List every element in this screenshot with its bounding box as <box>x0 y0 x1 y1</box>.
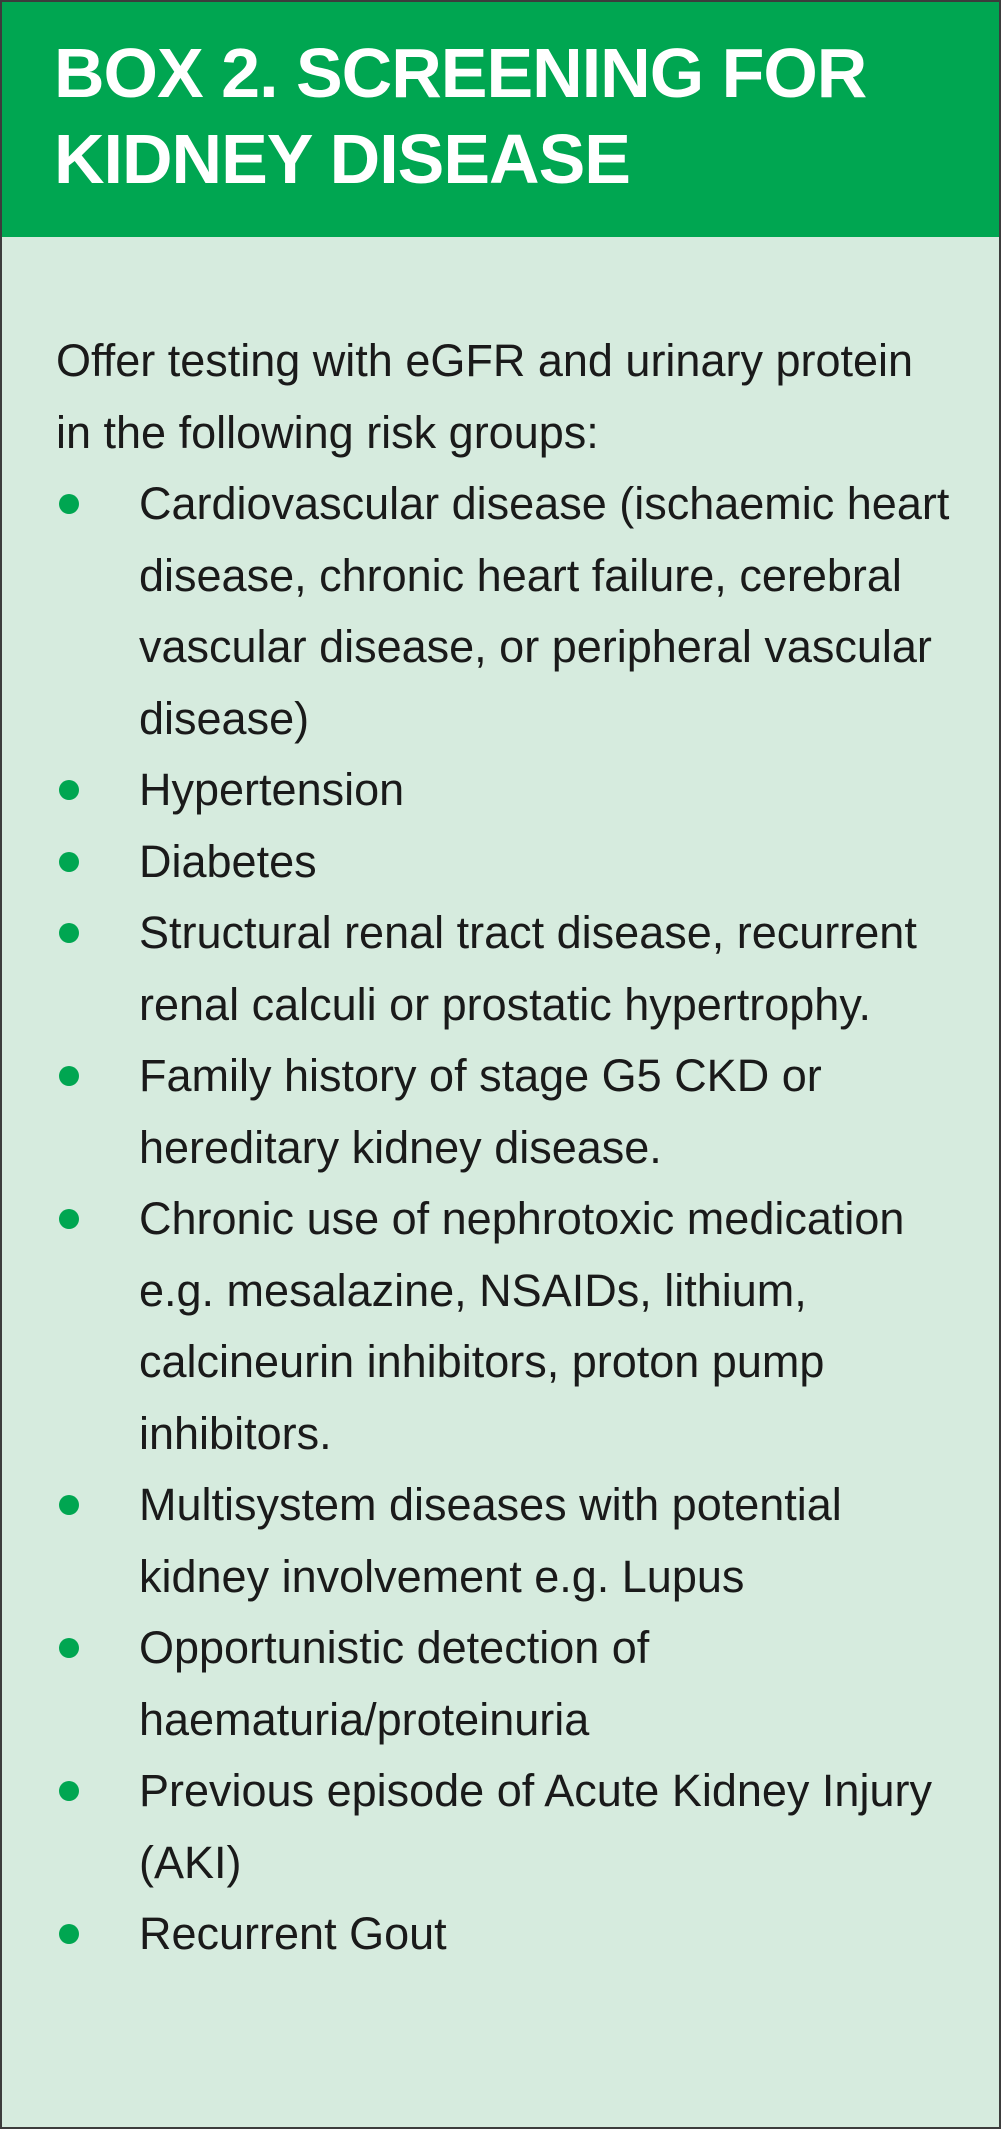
box-title-line-1: BOX 2. SCREENING FOR <box>54 34 867 112</box>
list-item-text: Family history of stage G5 CKD or hereditary kidney disease. <box>139 1050 822 1173</box>
list-item-text: Chronic use of nephrotoxic medication e.g. mesalazine, NSAIDs, lithium, calcineurin inhibitors, proton pump inhibitors. <box>139 1193 905 1459</box>
box-title-line-2: KIDNEY DISEASE <box>54 120 630 198</box>
bullet-icon <box>59 1638 79 1658</box>
list-item-text: Previous episode of Acute Kidney Injury (AKI) <box>139 1765 932 1888</box>
list-item <box>56 1183 959 1469</box>
box-body <box>2 237 999 1970</box>
bullet-icon <box>59 1495 79 1515</box>
bullet-icon <box>59 494 79 514</box>
list-item <box>56 1469 959 1612</box>
intro-text: Offer testing with eGFR and urinary protein in the following risk groups: <box>56 335 914 458</box>
list-item-text: Hypertension <box>139 764 405 815</box>
list-item-text: Recurrent Gout <box>139 1908 447 1959</box>
bullet-icon <box>59 852 79 872</box>
list-item <box>56 1898 959 1970</box>
list-item <box>56 826 959 898</box>
list-item <box>56 1755 959 1898</box>
list-item-text: Diabetes <box>139 835 317 887</box>
bullet-icon <box>59 923 79 943</box>
list-item-text: Structural renal tract disease, recurrent renal calculi or prostatic hypertrophy. <box>139 907 917 1030</box>
bullet-icon <box>59 1066 79 1086</box>
list-item <box>56 1612 959 1755</box>
list-item-text: Cardiovascular disease (ischaemic heart disease, chronic heart failure, cerebral vascular disease, or peripheral vascular disease) <box>139 478 950 744</box>
box-header <box>2 2 999 237</box>
list-item-text: Opportunistic detection of haematuria/proteinuria <box>139 1622 650 1745</box>
list-item <box>56 754 959 826</box>
risk-group-list <box>56 468 959 1970</box>
list-item <box>56 1040 959 1183</box>
bullet-icon <box>59 1209 79 1229</box>
bullet-icon <box>59 780 79 800</box>
list-item <box>56 468 959 754</box>
bullet-icon <box>59 1781 79 1801</box>
box-title <box>54 30 947 202</box>
bullet-icon <box>59 1924 79 1944</box>
list-item-text: Multisystem diseases with potential kidney involvement e.g. Lupus <box>139 1479 842 1602</box>
list-item <box>56 897 959 1040</box>
